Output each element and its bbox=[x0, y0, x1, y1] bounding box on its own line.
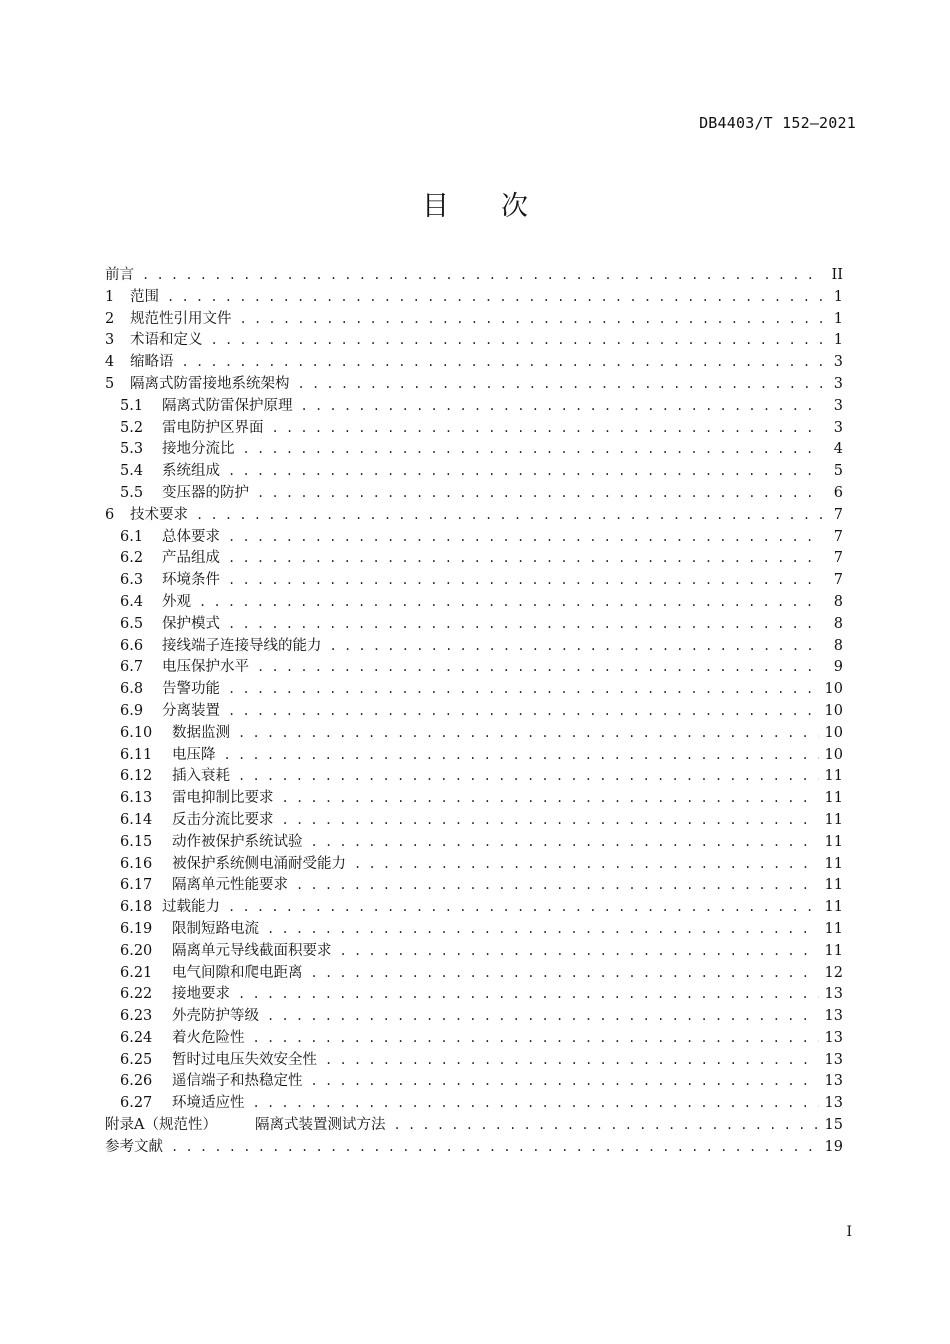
dot-leader bbox=[228, 530, 823, 544]
toc-entry-page: 8 bbox=[833, 637, 843, 654]
toc-entry[interactable] bbox=[105, 721, 843, 743]
dot-leader bbox=[311, 835, 819, 849]
toc-entry[interactable] bbox=[105, 372, 843, 394]
toc-entry[interactable] bbox=[105, 394, 843, 416]
dot-leader bbox=[267, 1009, 819, 1023]
dot-leader bbox=[228, 617, 823, 631]
toc-entry-label: 接地分流比 bbox=[162, 441, 235, 458]
toc-entry-number: 5.4 bbox=[120, 463, 144, 480]
toc-entry-label: 总体要求 bbox=[162, 528, 220, 545]
toc-entry-number: 6.4 bbox=[120, 593, 144, 610]
toc-entry-page: 4 bbox=[833, 441, 843, 458]
toc-entry-label: 保护模式 bbox=[162, 615, 220, 632]
toc-entry-number: 6.1 bbox=[120, 528, 144, 545]
toc-entry-number: 6.17 bbox=[120, 877, 153, 894]
dot-leader bbox=[243, 442, 824, 456]
dot-leader bbox=[354, 857, 819, 871]
toc-entry-label: 外观 bbox=[162, 593, 191, 610]
dot-leader bbox=[298, 377, 824, 391]
toc-entry-number: 6.23 bbox=[120, 1008, 153, 1025]
toc-entry-number: 6 bbox=[105, 506, 115, 523]
toc-entry-label: 隔离单元性能要求 bbox=[172, 877, 288, 894]
toc-entry[interactable] bbox=[105, 1004, 843, 1026]
toc-entry[interactable] bbox=[105, 830, 843, 852]
dot-leader bbox=[238, 726, 819, 740]
toc-entry-number: 6.25 bbox=[120, 1051, 153, 1068]
toc-entry-number: 6.13 bbox=[120, 790, 153, 807]
toc-entry-page: 15 bbox=[824, 1117, 843, 1134]
dot-leader bbox=[311, 966, 819, 980]
dot-leader bbox=[199, 595, 823, 609]
toc-entry-label: 反击分流比要求 bbox=[172, 811, 274, 828]
toc-entry-number: 1 bbox=[105, 288, 115, 305]
toc-entry-label: 前言 bbox=[105, 267, 134, 283]
toc-entry-number: 6.10 bbox=[120, 724, 153, 741]
dot-leader bbox=[282, 813, 819, 827]
toc-entry-number: 6.26 bbox=[120, 1073, 153, 1090]
toc-entry-label: 隔离式装置测试方法 bbox=[255, 1117, 386, 1134]
toc-entry-label: 变压器的防护 bbox=[162, 484, 249, 501]
toc-entry-page: 11 bbox=[824, 768, 843, 785]
toc-entry[interactable] bbox=[105, 939, 843, 961]
toc-entry-label: 参考文献 bbox=[105, 1138, 163, 1155]
toc-entry-number: 6.5 bbox=[120, 615, 144, 632]
toc-entry[interactable] bbox=[105, 764, 843, 786]
document-code: DB4403/T 152—2021 bbox=[699, 114, 856, 132]
toc-entry-label: 系统组成 bbox=[162, 463, 220, 480]
page-title: 目次 bbox=[422, 191, 580, 222]
toc-entry-page: 3 bbox=[833, 354, 843, 371]
dot-leader bbox=[296, 878, 819, 892]
toc-entry-label: 告警功能 bbox=[162, 681, 220, 698]
dot-leader bbox=[228, 464, 823, 478]
toc-entry-page: 7 bbox=[833, 572, 843, 589]
toc-entry-page: 11 bbox=[824, 790, 843, 807]
toc-entry-label: 雷电抑制比要求 bbox=[172, 790, 274, 807]
toc-entry-page: 11 bbox=[824, 899, 843, 916]
toc-entry-number: 6.20 bbox=[120, 942, 153, 959]
dot-leader bbox=[257, 660, 823, 674]
toc-entry-label: 分离装置 bbox=[162, 702, 220, 719]
toc-entry-page: II bbox=[831, 267, 843, 283]
toc-entry-page: 13 bbox=[824, 1008, 843, 1025]
dot-leader bbox=[311, 1074, 819, 1088]
toc-entry-page: 5 bbox=[833, 463, 843, 480]
toc-entry[interactable] bbox=[105, 655, 843, 677]
toc-entry-number: 3 bbox=[105, 332, 115, 349]
toc-entry[interactable] bbox=[105, 263, 843, 285]
toc-entry-number: 5.1 bbox=[120, 397, 144, 414]
toc-entry[interactable] bbox=[105, 568, 843, 590]
toc-entry-label: 着火危险性 bbox=[172, 1029, 245, 1046]
toc-entry-page: 11 bbox=[824, 855, 843, 872]
toc-entry-page: 10 bbox=[824, 702, 843, 719]
toc-entry-page: 13 bbox=[824, 1073, 843, 1090]
toc-entry-label: 术语和定义 bbox=[130, 332, 203, 349]
dot-leader bbox=[171, 1140, 819, 1154]
toc-entry-number: 5 bbox=[105, 375, 115, 392]
dot-leader bbox=[330, 639, 824, 653]
toc-entry-number: 6.11 bbox=[120, 746, 153, 763]
dot-leader bbox=[228, 900, 819, 914]
toc-entry-label: 动作被保护系统试验 bbox=[172, 833, 303, 850]
toc-entry[interactable] bbox=[105, 786, 843, 808]
dot-leader bbox=[228, 704, 819, 718]
toc-entry-label: 数据监测 bbox=[172, 724, 230, 741]
toc-entry-number: 4 bbox=[105, 354, 115, 371]
toc-entry[interactable] bbox=[105, 1091, 843, 1113]
toc-entry-page: 10 bbox=[824, 681, 843, 698]
toc-entry-label: 隔离单元导线截面积要求 bbox=[172, 942, 332, 959]
dot-leader bbox=[267, 922, 819, 936]
toc-entry-number: 6.6 bbox=[120, 637, 144, 654]
toc-entry-page: 6 bbox=[833, 484, 843, 501]
toc-entry[interactable] bbox=[105, 546, 843, 568]
toc-entry[interactable] bbox=[105, 873, 843, 895]
toc-entry[interactable] bbox=[105, 612, 843, 634]
toc-entry-page: 12 bbox=[824, 964, 843, 981]
toc-entry-page: 11 bbox=[824, 877, 843, 894]
dot-leader bbox=[394, 1118, 819, 1132]
dot-leader bbox=[282, 791, 819, 805]
toc-entry[interactable] bbox=[105, 416, 843, 438]
toc-entry-page: 7 bbox=[833, 506, 843, 523]
toc-entry-page: 11 bbox=[824, 942, 843, 959]
toc-entry[interactable] bbox=[105, 328, 843, 350]
dot-leader bbox=[228, 573, 823, 587]
toc-entry[interactable] bbox=[105, 437, 843, 459]
toc-entry-page: 7 bbox=[833, 528, 843, 545]
toc-entry-label: 环境条件 bbox=[162, 572, 220, 589]
toc-entry[interactable] bbox=[105, 1135, 843, 1157]
toc-entry-page: 19 bbox=[824, 1138, 843, 1155]
toc-entry[interactable] bbox=[105, 590, 843, 612]
table-of-contents bbox=[105, 263, 843, 1157]
toc-entry-number: 6.8 bbox=[120, 681, 144, 698]
toc-entry-label: 范围 bbox=[130, 288, 159, 305]
dot-leader bbox=[253, 1096, 819, 1110]
toc-entry-number: 6.15 bbox=[120, 833, 153, 850]
toc-entry-page: 3 bbox=[833, 375, 843, 392]
dot-leader bbox=[301, 399, 824, 413]
toc-entry[interactable] bbox=[105, 1048, 843, 1070]
toc-entry-label: 雷电防护区界面 bbox=[162, 419, 264, 436]
toc-entry-number: 5.5 bbox=[120, 484, 144, 501]
toc-entry-number: 附录A（规范性） bbox=[105, 1117, 217, 1134]
dot-leader bbox=[257, 486, 823, 500]
toc-entry-label: 插入衰耗 bbox=[172, 768, 230, 785]
dot-leader bbox=[211, 333, 824, 347]
toc-entry[interactable] bbox=[105, 961, 843, 983]
toc-entry-label: 隔离式防雷接地系统架构 bbox=[130, 375, 290, 392]
toc-entry-number: 6.19 bbox=[120, 920, 153, 937]
toc-entry[interactable] bbox=[105, 503, 843, 525]
toc-entry-number: 6.24 bbox=[120, 1029, 153, 1046]
page-number: I bbox=[846, 1224, 852, 1240]
toc-entry-page: 1 bbox=[833, 288, 843, 305]
toc-entry[interactable] bbox=[105, 1026, 843, 1048]
toc-entry-label: 隔离式防雷保护原理 bbox=[162, 397, 293, 414]
toc-entry-number: 5.3 bbox=[120, 441, 144, 458]
dot-leader bbox=[196, 508, 823, 522]
toc-entry-label: 电气间隙和爬电距离 bbox=[172, 964, 303, 981]
dot-leader bbox=[228, 551, 823, 565]
dot-leader bbox=[142, 268, 823, 282]
toc-entry[interactable] bbox=[105, 852, 843, 874]
toc-entry-label: 技术要求 bbox=[130, 506, 188, 523]
toc-entry-number: 6.12 bbox=[120, 768, 153, 785]
toc-entry-label: 限制短路电流 bbox=[172, 920, 259, 937]
toc-entry-page: 1 bbox=[833, 332, 843, 349]
dot-leader bbox=[253, 1031, 819, 1045]
toc-entry[interactable] bbox=[105, 459, 843, 481]
toc-entry-page: 7 bbox=[833, 550, 843, 567]
toc-entry-page: 3 bbox=[833, 419, 843, 436]
toc-entry-page: 13 bbox=[824, 1029, 843, 1046]
toc-entry-label: 缩略语 bbox=[130, 354, 174, 371]
toc-entry-page: 11 bbox=[824, 811, 843, 828]
toc-entry-label: 产品组成 bbox=[162, 550, 220, 567]
toc-entry-number: 6.16 bbox=[120, 855, 153, 872]
dot-leader bbox=[340, 944, 819, 958]
toc-entry[interactable] bbox=[105, 677, 843, 699]
toc-entry-number: 6.9 bbox=[120, 702, 144, 719]
toc-entry-label: 接地要求 bbox=[172, 986, 230, 1003]
toc-entry[interactable] bbox=[105, 743, 843, 765]
toc-entry-number: 6.22 bbox=[120, 986, 153, 1003]
toc-entry-number: 6.21 bbox=[120, 964, 153, 981]
dot-leader bbox=[228, 682, 819, 696]
toc-entry-label: 规范性引用文件 bbox=[130, 310, 232, 327]
toc-entry[interactable] bbox=[105, 1069, 843, 1091]
toc-entry-label: 电压保护水平 bbox=[162, 659, 249, 676]
dot-leader bbox=[238, 987, 819, 1001]
dot-leader bbox=[167, 290, 823, 304]
dot-leader bbox=[224, 748, 819, 762]
toc-entry-page: 8 bbox=[833, 615, 843, 632]
toc-entry-page: 13 bbox=[824, 986, 843, 1003]
toc-entry[interactable] bbox=[105, 699, 843, 721]
toc-entry[interactable] bbox=[105, 285, 843, 307]
toc-entry-label: 过载能力 bbox=[162, 899, 220, 916]
dot-leader bbox=[182, 355, 824, 369]
toc-entry-page: 1 bbox=[833, 310, 843, 327]
toc-entry-label: 暂时过电压失效安全性 bbox=[172, 1051, 317, 1068]
toc-entry[interactable] bbox=[105, 350, 843, 372]
toc-entry-number: 6.14 bbox=[120, 811, 153, 828]
toc-entry-page: 9 bbox=[833, 659, 843, 676]
toc-entry-page: 11 bbox=[824, 833, 843, 850]
toc-entry-page: 10 bbox=[824, 724, 843, 741]
toc-entry-number: 2 bbox=[105, 310, 115, 327]
toc-entry-number: 6.18 bbox=[120, 899, 153, 916]
toc-entry-page: 11 bbox=[824, 920, 843, 937]
toc-entry[interactable] bbox=[105, 917, 843, 939]
toc-entry[interactable] bbox=[105, 895, 843, 917]
toc-entry[interactable] bbox=[105, 808, 843, 830]
toc-entry-number: 6.27 bbox=[120, 1095, 153, 1112]
toc-entry[interactable] bbox=[105, 481, 843, 503]
toc-entry-page: 13 bbox=[824, 1095, 843, 1112]
toc-entry-label: 环境适应性 bbox=[172, 1095, 245, 1112]
toc-entry-number: 6.3 bbox=[120, 572, 144, 589]
toc-entry-number: 6.7 bbox=[120, 659, 144, 676]
toc-entry-number: 5.2 bbox=[120, 419, 144, 436]
toc-entry-number: 6.2 bbox=[120, 550, 144, 567]
toc-entry[interactable] bbox=[105, 525, 843, 547]
toc-entry-label: 接线端子连接导线的能力 bbox=[162, 637, 322, 654]
toc-entry[interactable] bbox=[105, 307, 843, 329]
toc-entry-page: 8 bbox=[833, 593, 843, 610]
toc-entry-page: 3 bbox=[833, 397, 843, 414]
toc-entry-label: 电压降 bbox=[172, 746, 216, 763]
toc-entry-label: 外壳防护等级 bbox=[172, 1008, 259, 1025]
toc-entry-page: 10 bbox=[824, 746, 843, 763]
toc-entry-page: 13 bbox=[824, 1051, 843, 1068]
toc-entry[interactable] bbox=[105, 634, 843, 656]
dot-leader bbox=[272, 421, 824, 435]
dot-leader bbox=[238, 769, 819, 783]
dot-leader bbox=[240, 312, 824, 326]
dot-leader bbox=[325, 1053, 819, 1067]
toc-entry[interactable] bbox=[105, 1113, 843, 1135]
toc-entry[interactable] bbox=[105, 982, 843, 1004]
toc-entry-label: 被保护系统侧电涌耐受能力 bbox=[172, 855, 346, 872]
toc-entry-label: 遥信端子和热稳定性 bbox=[172, 1073, 303, 1090]
